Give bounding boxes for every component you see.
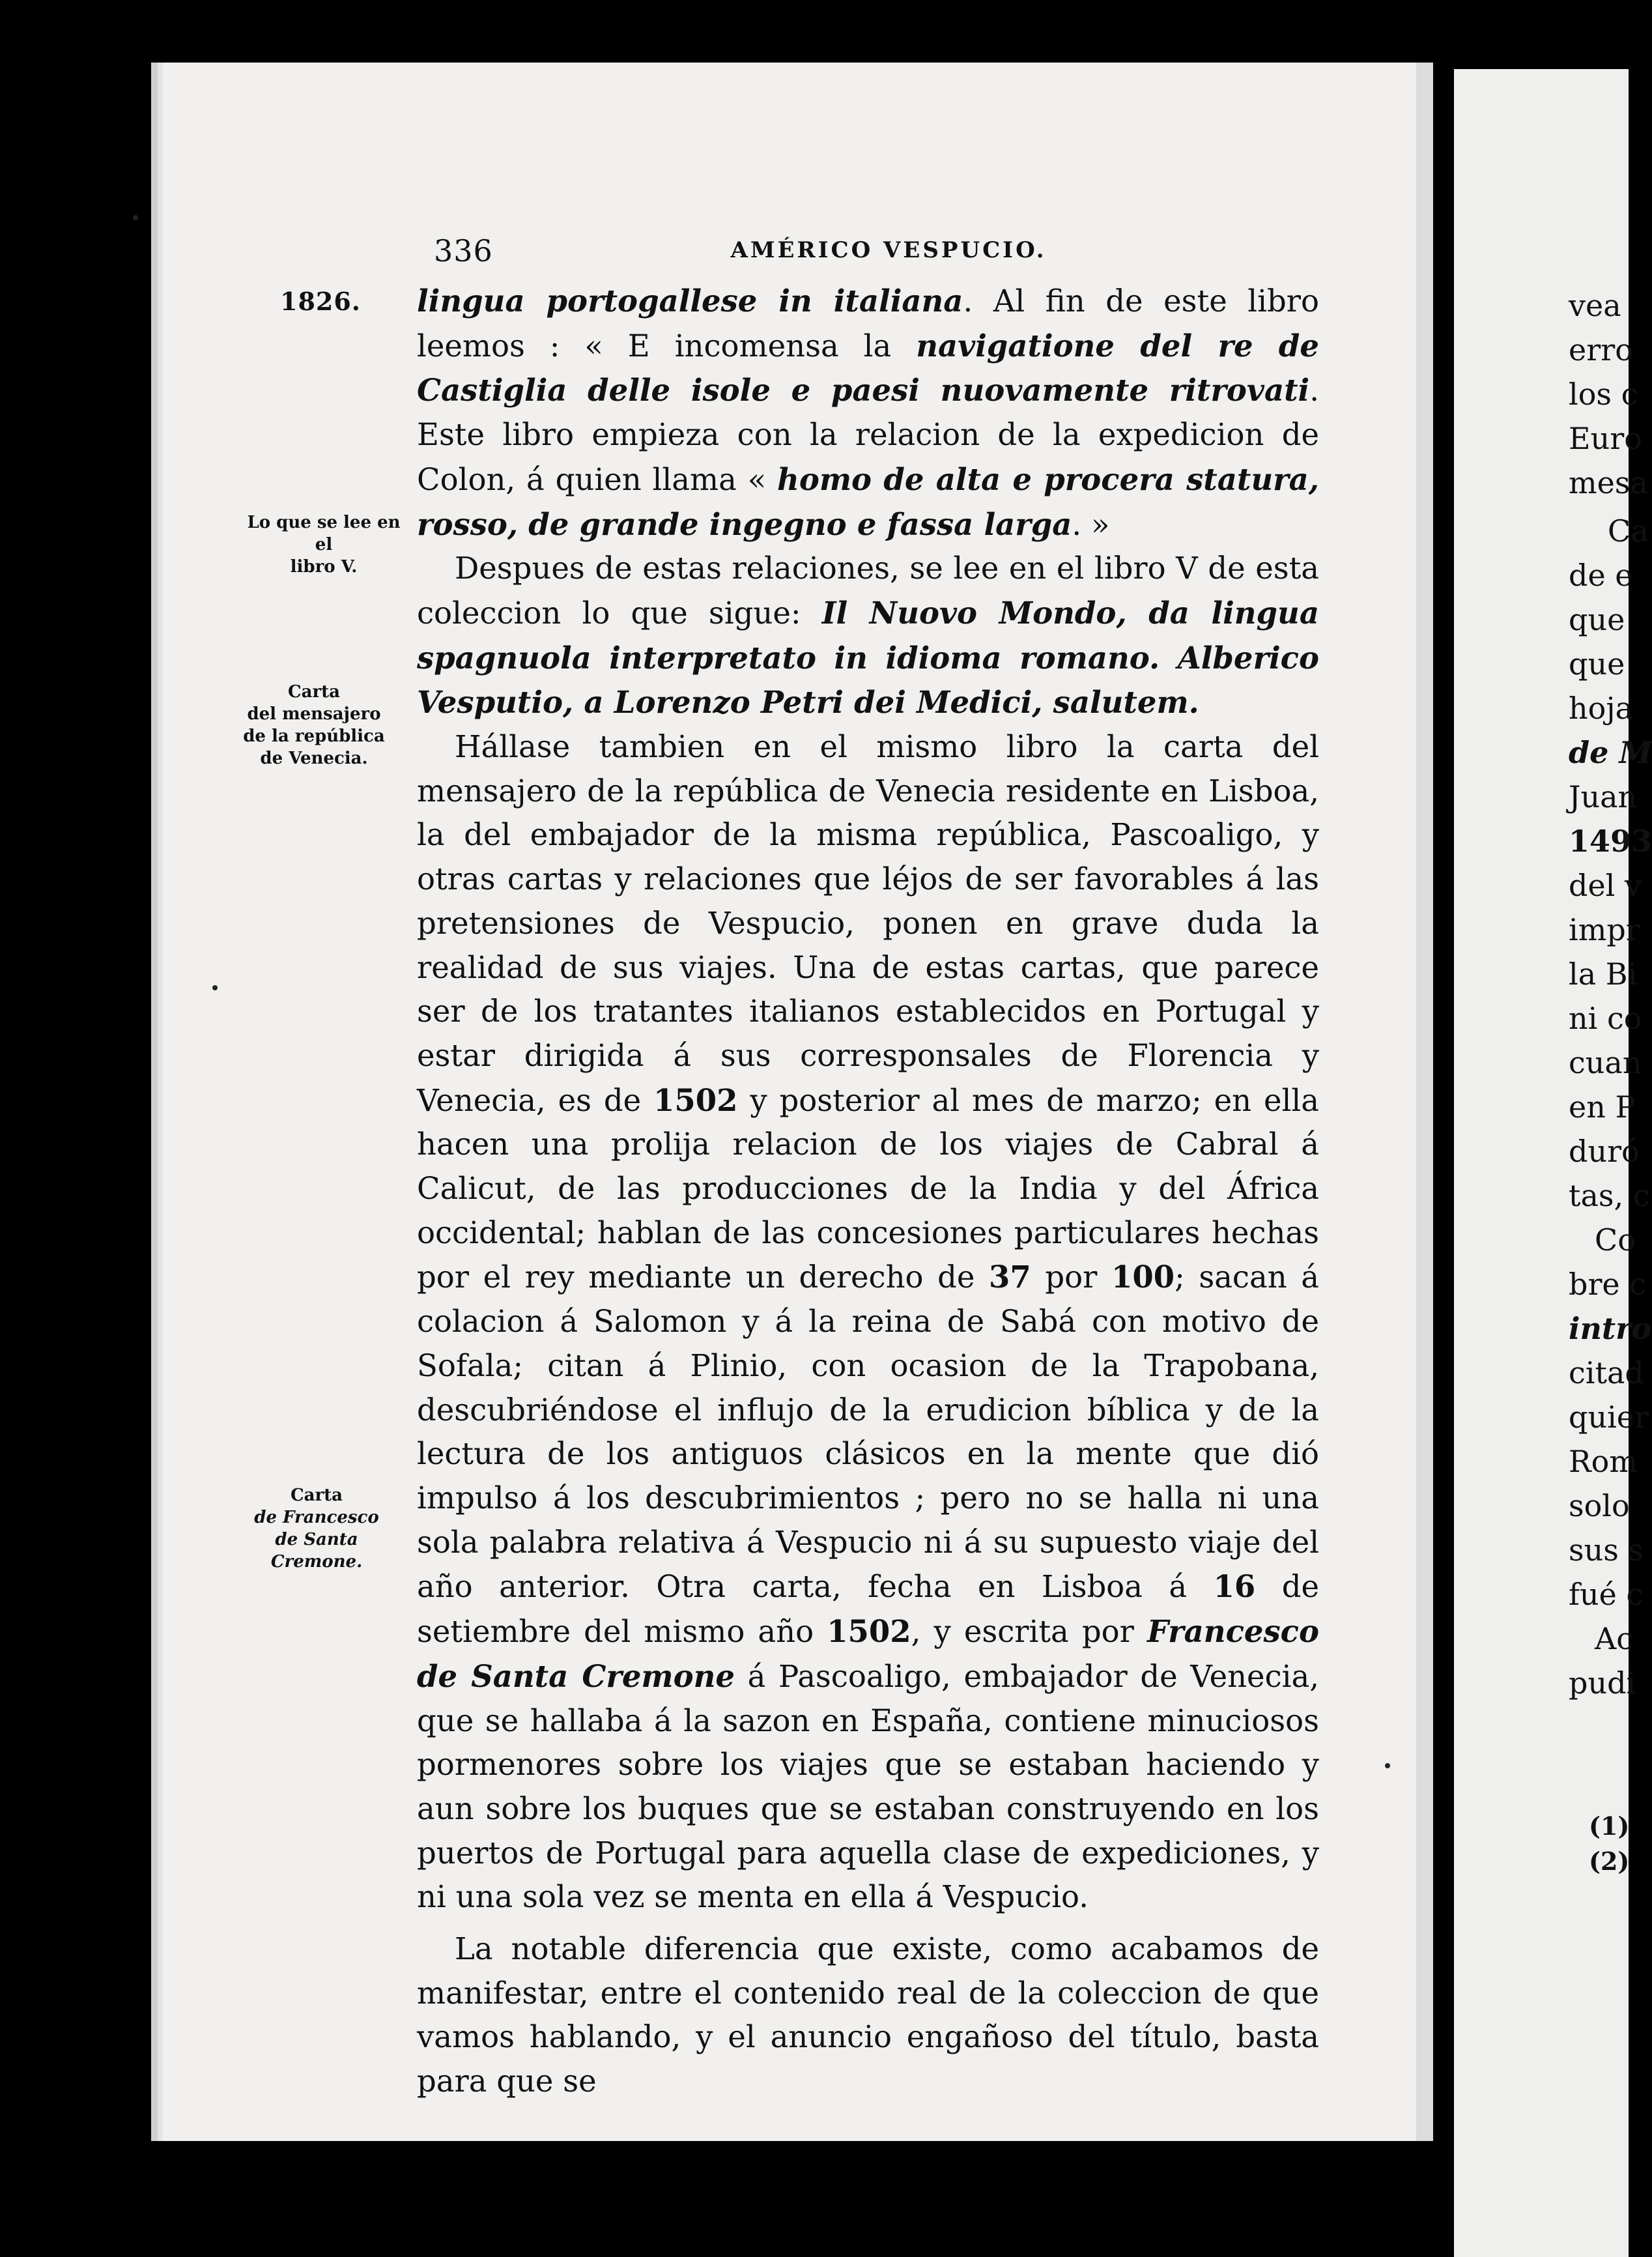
right-line: Euro (1569, 421, 1642, 456)
bold-number: 1502 (827, 1613, 911, 1650)
right-line: Ac (1595, 1621, 1633, 1656)
bold-number: 37 (989, 1259, 1031, 1295)
text-span: Despues de estas relaciones, se lee en el libro V de esta coleccion lo que sigue: (417, 551, 1319, 631)
right-line: de e (1569, 558, 1633, 593)
margin-note-line: de la república (243, 726, 385, 746)
bold-number: 16 (1213, 1568, 1256, 1605)
text-span: . » (1072, 506, 1110, 542)
right-line: sus s (1569, 1532, 1644, 1568)
right-line: en P (1569, 1089, 1636, 1125)
page-number: 336 (434, 233, 493, 268)
right-line: hoja (1569, 691, 1634, 726)
right-line: duró (1569, 1134, 1640, 1169)
speck (1385, 1763, 1390, 1768)
text-span: , y escrita por (911, 1614, 1147, 1650)
margin-note-line: libro V. (290, 557, 358, 577)
right-line: Ca (1608, 513, 1649, 549)
italic-span: navigatione del re de Castiglia delle isole e paesi nuovamente ritrovati (417, 327, 1319, 409)
right-line: del v (1569, 868, 1642, 903)
italic-span: Il Nuovo Mondo, da lingua spagnuola interpretato in idioma romano. Alberico Vesputio, a Lorenzo Petri dei Medici, salutem. (417, 594, 1319, 721)
text-span: y posterior al mes de marzo; en ella hacen una prolija relacion de los viajes de Cabral á Calicut, de las producciones de la India y del África occidental; hablan de las concesiones particulares hechas por el rey mediante un derecho de (417, 1082, 1319, 1295)
right-line: cuan (1569, 1045, 1642, 1080)
text-span: La notable diferencia que existe, como acabamos de manifestar, entre el contenido real de la coleccion de que vamos hablando, y el anuncio engañoso del título, basta para que se (417, 1931, 1319, 2099)
text-span: por (1031, 1259, 1111, 1295)
right-line: quier (1569, 1400, 1649, 1435)
right-line: fué c (1569, 1577, 1644, 1612)
margin-note-line: Lo que se lee en el (247, 513, 401, 554)
margin-note-carta-mensajero (236, 681, 392, 769)
right-line: vea (1569, 288, 1621, 323)
paragraph-1 (417, 279, 1319, 547)
margin-note-line: de Venecia. (260, 749, 368, 768)
right-line: que (1569, 646, 1625, 682)
footnote-marker: (2) (1589, 1847, 1630, 1876)
text-span: Hállase tambien en el mismo libro la carta del mensajero de la república de Venecia residente en Lisboa, la del embajador de la misma república, Pascoaligo, y otras cartas y relaciones que léjos de ser favorables á las pretensiones de Vespucio, ponen en grave duda la realidad de sus viajes. Una de estas cartas, que parece ser de los tratantes italianos establecidos en Portugal y estar dirigida á sus corresponsales de Florencia y Venecia, es de (417, 729, 1319, 1118)
margin-note-line: Carta (287, 682, 341, 702)
italic-span: homo de alta e procera statura, rosso, de grande ingegno e fassa larga (417, 461, 1319, 542)
margin-year: 1826. (280, 287, 361, 316)
running-head (434, 233, 1317, 272)
right-line: tas, c (1569, 1178, 1650, 1213)
right-line: bre c (1569, 1267, 1647, 1302)
right-line: Juan (1569, 779, 1638, 814)
right-line: mesa (1569, 465, 1648, 500)
right-line: pudi (1569, 1665, 1636, 1701)
margin-note-carta-cremone (229, 1484, 404, 1573)
bold-number: 100 (1111, 1259, 1175, 1295)
margin-note-line: Carta (290, 1486, 343, 1505)
right-line: ni co (1569, 1001, 1642, 1036)
text-span: . Este libro empieza con la relacion de la expedicion de Colon, á quien llama « (417, 373, 1319, 497)
text-span: ; sacan á colacion á Salomon y á la reina de Sabá con motivo de Sofala; citan á Plinio, con ocasion de la Trapobana, descubriéndose el influjo de la erudicion bíblica y de la lectura de los antiguos clásicos en la mente que dió impulso á los descubrimientos ; pero no se halla ni una sola palabra relativa á Vespucio ni á su supuesto viaje del año anterior. Otra carta, fecha en Lisboa á (417, 1259, 1319, 1605)
right-line: que (1569, 602, 1625, 637)
right-line: la Bi (1569, 956, 1638, 992)
right-line: citad (1569, 1355, 1644, 1390)
right-line: erro (1569, 332, 1633, 367)
speck (133, 215, 138, 220)
header-title: AMÉRICO VESPUCIO. (730, 237, 1047, 263)
right-line: Rom (1569, 1444, 1638, 1479)
right-line: impr (1569, 912, 1640, 947)
right-line: 1493 (1569, 824, 1652, 859)
margin-note-libro-v (236, 511, 412, 578)
right-line: Co (1595, 1222, 1636, 1258)
right-line: de M (1569, 735, 1652, 770)
right-page (1454, 69, 1652, 2257)
paragraph-2 (417, 547, 1319, 725)
footnote-marker: (1) (1589, 1811, 1630, 1841)
right-line: intro (1569, 1311, 1652, 1346)
margin-note-line: de Francesco (254, 1508, 379, 1527)
body-text (417, 279, 1319, 2104)
text-span: . Al fin de este libro leemos : « E incomensa la (417, 283, 1319, 364)
speck (212, 985, 218, 990)
page-gutter (1416, 63, 1433, 2141)
paragraph-4 (417, 1927, 1319, 2104)
text-span: de setiembre del mismo año (417, 1569, 1319, 1650)
margin-note-line: del mensajero (247, 704, 381, 724)
text-span: á Pascoaligo, embajador de Venecia, que se hallaba á la sazon en España, contiene minuciosos pormenores sobre los viajes que se estaban haciendo y aun sobre los buques que se estaban construyendo en los puertos de Portugal para aquella clase de expediciones, y ni una sola vez se menta en ella á Vespucio. (417, 1658, 1319, 1915)
italic-span: Francesco de Santa Cremone (417, 1613, 1319, 1694)
paragraph-3 (417, 725, 1319, 1919)
right-line: solo (1569, 1488, 1630, 1523)
bold-number: 1502 (653, 1082, 738, 1118)
right-line: los c (1569, 377, 1638, 412)
margin-note-line: de Santa Cremone. (270, 1530, 363, 1572)
italic-span: lingua portogallese in italiana (417, 283, 963, 319)
